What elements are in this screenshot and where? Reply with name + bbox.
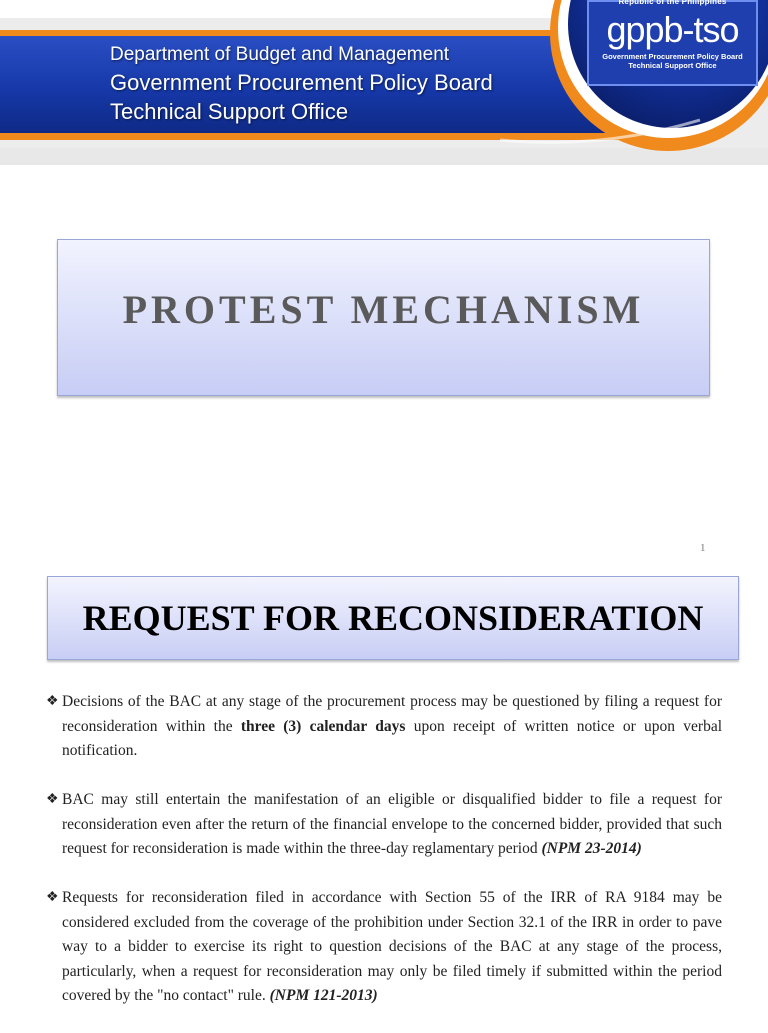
bullet-item [46, 788, 722, 862]
bullet-text: Decisions of the BAC at any stage of the procurement process may be questioned by filing a request for reconsideration within the [62, 693, 722, 735]
slide-title-box [57, 239, 710, 396]
bullet-text: upon receipt of written notice or upon verbal notification. [62, 717, 722, 759]
bullet-text: Requests for reconsideration filed in accordance with Section 55 of the IRR of RA 9184 may be considered excluded from the coverage of the prohibition under Section 32.1 of the IRR in order to pave way to a bidder to exercise its right to question decisions of the BAC at any stage of the process, particularly, when a request for reconsideration may only be filed timely if submitted within the period covered by the "no contact" rule. [62, 889, 722, 1004]
page-number: 1 [700, 542, 706, 554]
logo-subtitle [589, 52, 756, 70]
department-title-block [110, 42, 493, 126]
department-name: Department of Budget and Management [110, 44, 450, 65]
logo-subtitle-line1: Government Procurement Policy Board [602, 52, 743, 61]
bullet-text: BAC may still entertain the manifestation of an eligible or disqualified bidder to file a request for reconsideration even after the return of the financial envelope to the concerned bidder, provided that such request for reconsideration is made within the three-day reglamentary period [62, 791, 722, 857]
logo-subtitle-line2: Technical Support Office [628, 61, 717, 70]
bullet-item [46, 886, 722, 1009]
diamond-bullet-icon: ❖ [46, 694, 59, 709]
slide-title: PROTEST MECHANISM [122, 287, 645, 332]
diamond-bullet-icon: ❖ [46, 890, 59, 905]
board-name: Government Procurement Policy Board [110, 70, 493, 95]
office-name: Technical Support Office [110, 99, 349, 124]
section-heading-box [47, 576, 739, 660]
diamond-bullet-icon: ❖ [46, 792, 59, 807]
gppb-tso-logo [587, 0, 758, 86]
logo-wordmark: gppb-tso [606, 9, 739, 50]
bullet-emphasis: three (3) calendar days [240, 717, 406, 735]
bullet-item [46, 690, 722, 764]
header-banner [0, 0, 768, 165]
section-heading: REQUEST FOR RECONSIDERATION [82, 598, 704, 638]
bullet-citation: (NPM 23-2014) [541, 840, 642, 857]
bullet-citation: (NPM 121-2013) [269, 987, 378, 1004]
logo-republic-text: Republic of the Philippines [618, 0, 727, 6]
bullet-list [46, 690, 722, 1033]
